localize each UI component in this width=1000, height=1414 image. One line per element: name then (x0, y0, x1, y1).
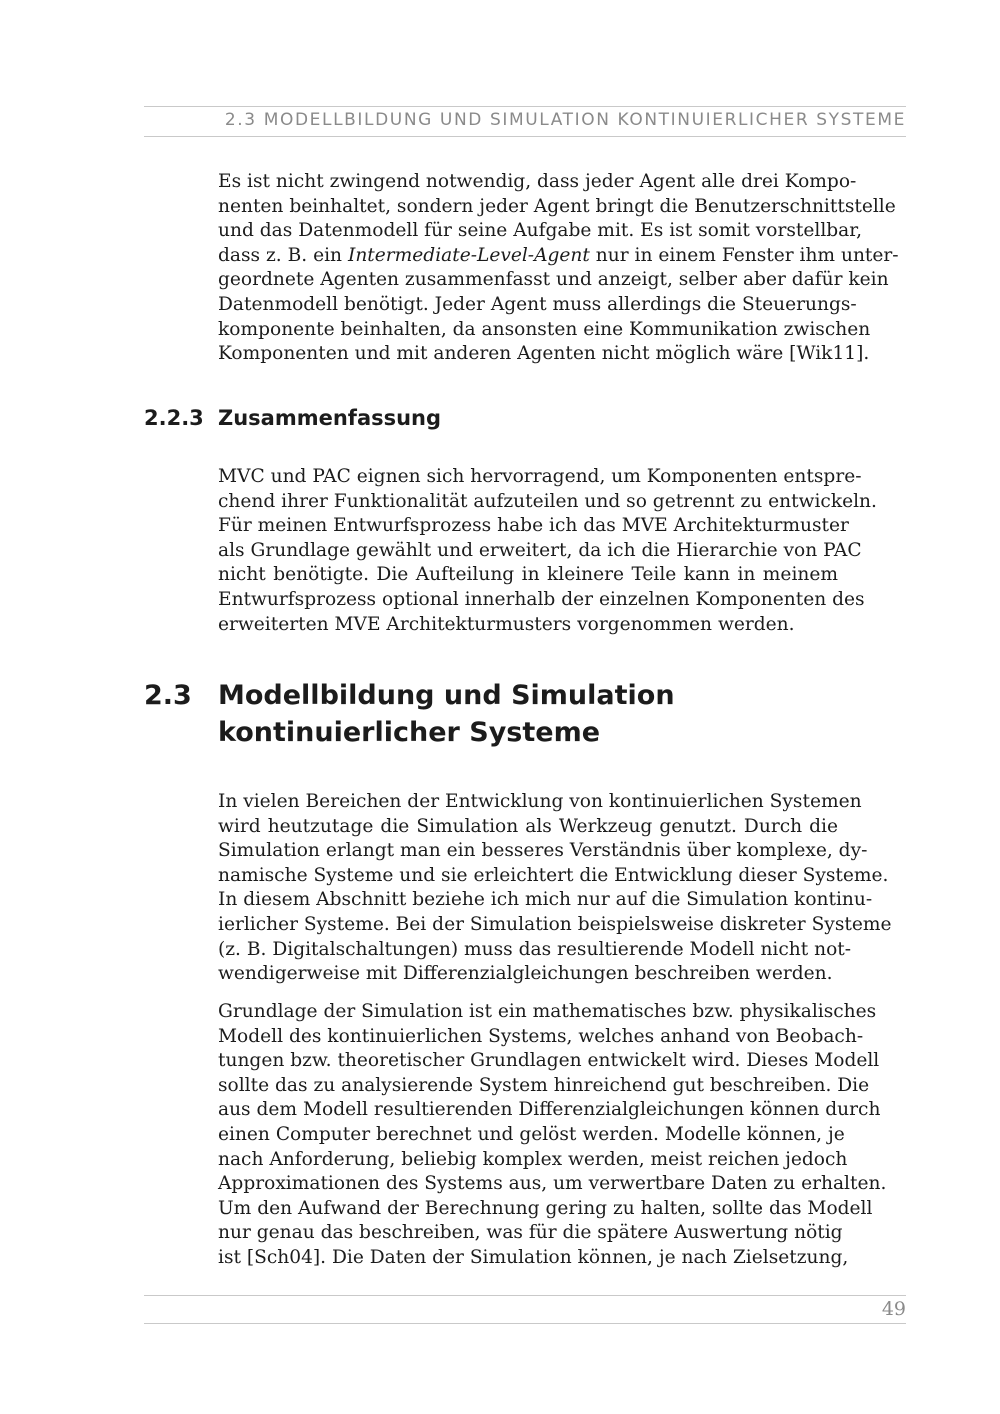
text-line: komponente beinhalten, da ansonsten eine Kommunikation zwischen (218, 318, 871, 340)
section-paragraph-2 (218, 1000, 887, 1271)
text-fragment: dass z. B. (218, 244, 308, 266)
header-rule-top (144, 106, 906, 107)
text-line: als Grundlage gewählt und erweitert, da ich die Hierarchie von PAC (218, 539, 862, 561)
text-line: und das Datenmodell für seine Aufgabe mit. Es ist somit vorstellbar, (218, 220, 863, 242)
section-paragraph-1 (218, 790, 892, 987)
text-line: Es ist nicht zwingend notwendig, dass jeder Agent alle drei Kompo- (218, 171, 857, 192)
text-line: In vielen Bereichen der Entwicklung von kontinuierlichen Systemen (218, 791, 862, 812)
text-line: Modell des kontinuierlichen Systems, welches anhand von Beobach- (218, 1025, 864, 1047)
text-line: ierlicher Systeme. Bei der Simulation beispielsweise diskreter Systeme (218, 913, 892, 935)
text-line: wendigerweise mit Differenzialgleichungen beschreiben werden. (218, 963, 833, 985)
text-line: nenten beinhaltet, sondern jeder Agent bringt die Benutzerschnittstelle (218, 195, 896, 217)
section-heading (144, 677, 904, 751)
subsection-heading (144, 404, 441, 432)
text-line: Simulation erlangt man ein besseres Verständnis über komplexe, dy- (218, 840, 868, 862)
text-line: (z. B. Digitalschaltungen) muss das resultierende Modell nicht not- (218, 938, 852, 960)
section-number: 2.3 (144, 680, 192, 711)
text-line: aus dem Modell resultierenden Differenzialgleichungen können durch (218, 1099, 881, 1121)
subsection-number: 2.2.3 (144, 406, 204, 430)
text-line: nach Anforderung, beliebig komplex werden, meist reichen jedoch (218, 1148, 848, 1170)
header-rule-bottom (144, 136, 906, 137)
footer-rule-top (144, 1295, 906, 1296)
footer-rule-bottom (144, 1323, 906, 1324)
text-line: In diesem Abschnitt beziehe ich mich nur auf die Simulation kontinu- (218, 889, 873, 911)
running-header: 2.3 MODELLBILDUNG UND SIMULATION KONTINUIERLICHER SYSTEME (224, 110, 906, 130)
text-line: einen Computer berechnet und gelöst werden. Modelle können, je (218, 1123, 845, 1145)
text-fragment: nur in einem Fenster ihm unter- (595, 244, 899, 266)
text-line: ist [Sch04]. Die Daten der Simulation können, je nach Zielsetzung, (218, 1246, 849, 1268)
text-line: Für meinen Entwurfsprozess habe ich das MVE Architekturmuster (218, 515, 849, 537)
text-line: Komponenten und mit anderen Agenten nicht möglich wäre [Wik11]. (218, 343, 870, 365)
section-title: Modellbildung und Simulation kontinuierlicher Systeme (218, 680, 675, 748)
text-line: erweiterten MVE Architekturmusters vorgenommen werden. (218, 613, 795, 635)
text-line: MVC und PAC eignen sich hervorragend, um Komponenten entspre- (218, 466, 862, 487)
text-line: Entwurfsprozess optional innerhalb der einzelnen Komponenten des (218, 588, 865, 610)
text-line: namische Systeme und sie erleichtert die Entwicklung dieser Systeme. (218, 864, 889, 886)
text-line-with-emphasis (218, 244, 899, 269)
text-fragment: ein (313, 244, 343, 266)
text-line: sollte das zu analysierende System hinreichend gut beschreiben. Die (218, 1074, 870, 1096)
text-line: chend ihrer Funktionalität aufzuteilen und so getrennt zu entwickeln. (218, 490, 877, 512)
text-line: Datenmodell benötigt. Jeder Agent muss allerdings die Steuerungs- (218, 293, 857, 315)
intro-paragraph (218, 170, 899, 367)
text-line: nur genau das beschreiben, was für die spätere Auswertung nötig (218, 1222, 843, 1244)
page-number: 49 (881, 1298, 906, 1320)
text-line: tungen bzw. theoretischer Grundlagen entwickelt wird. Dieses Modell (218, 1050, 880, 1072)
text-line: nicht benötigte. Die Aufteilung in kleinere Teile kann in meinem (218, 564, 838, 586)
emphasized-term: Intermediate-Level-Agent (347, 244, 590, 266)
text-line: Approximationen des Systems aus, um verwertbare Daten zu erhalten. (218, 1173, 887, 1195)
subsection-title: Zusammenfassung (218, 406, 442, 430)
text-line: geordnete Agenten zusammenfasst und anzeigt, selber aber dafür kein (218, 269, 889, 291)
summary-paragraph (218, 465, 877, 637)
text-line: Grundlage der Simulation ist ein mathematisches bzw. physikalisches (218, 1001, 877, 1022)
text-line: wird heutzutage die Simulation als Werkzeug genutzt. Durch die (218, 815, 838, 837)
text-line: Um den Aufwand der Berechnung gering zu halten, sollte das Modell (218, 1197, 873, 1219)
